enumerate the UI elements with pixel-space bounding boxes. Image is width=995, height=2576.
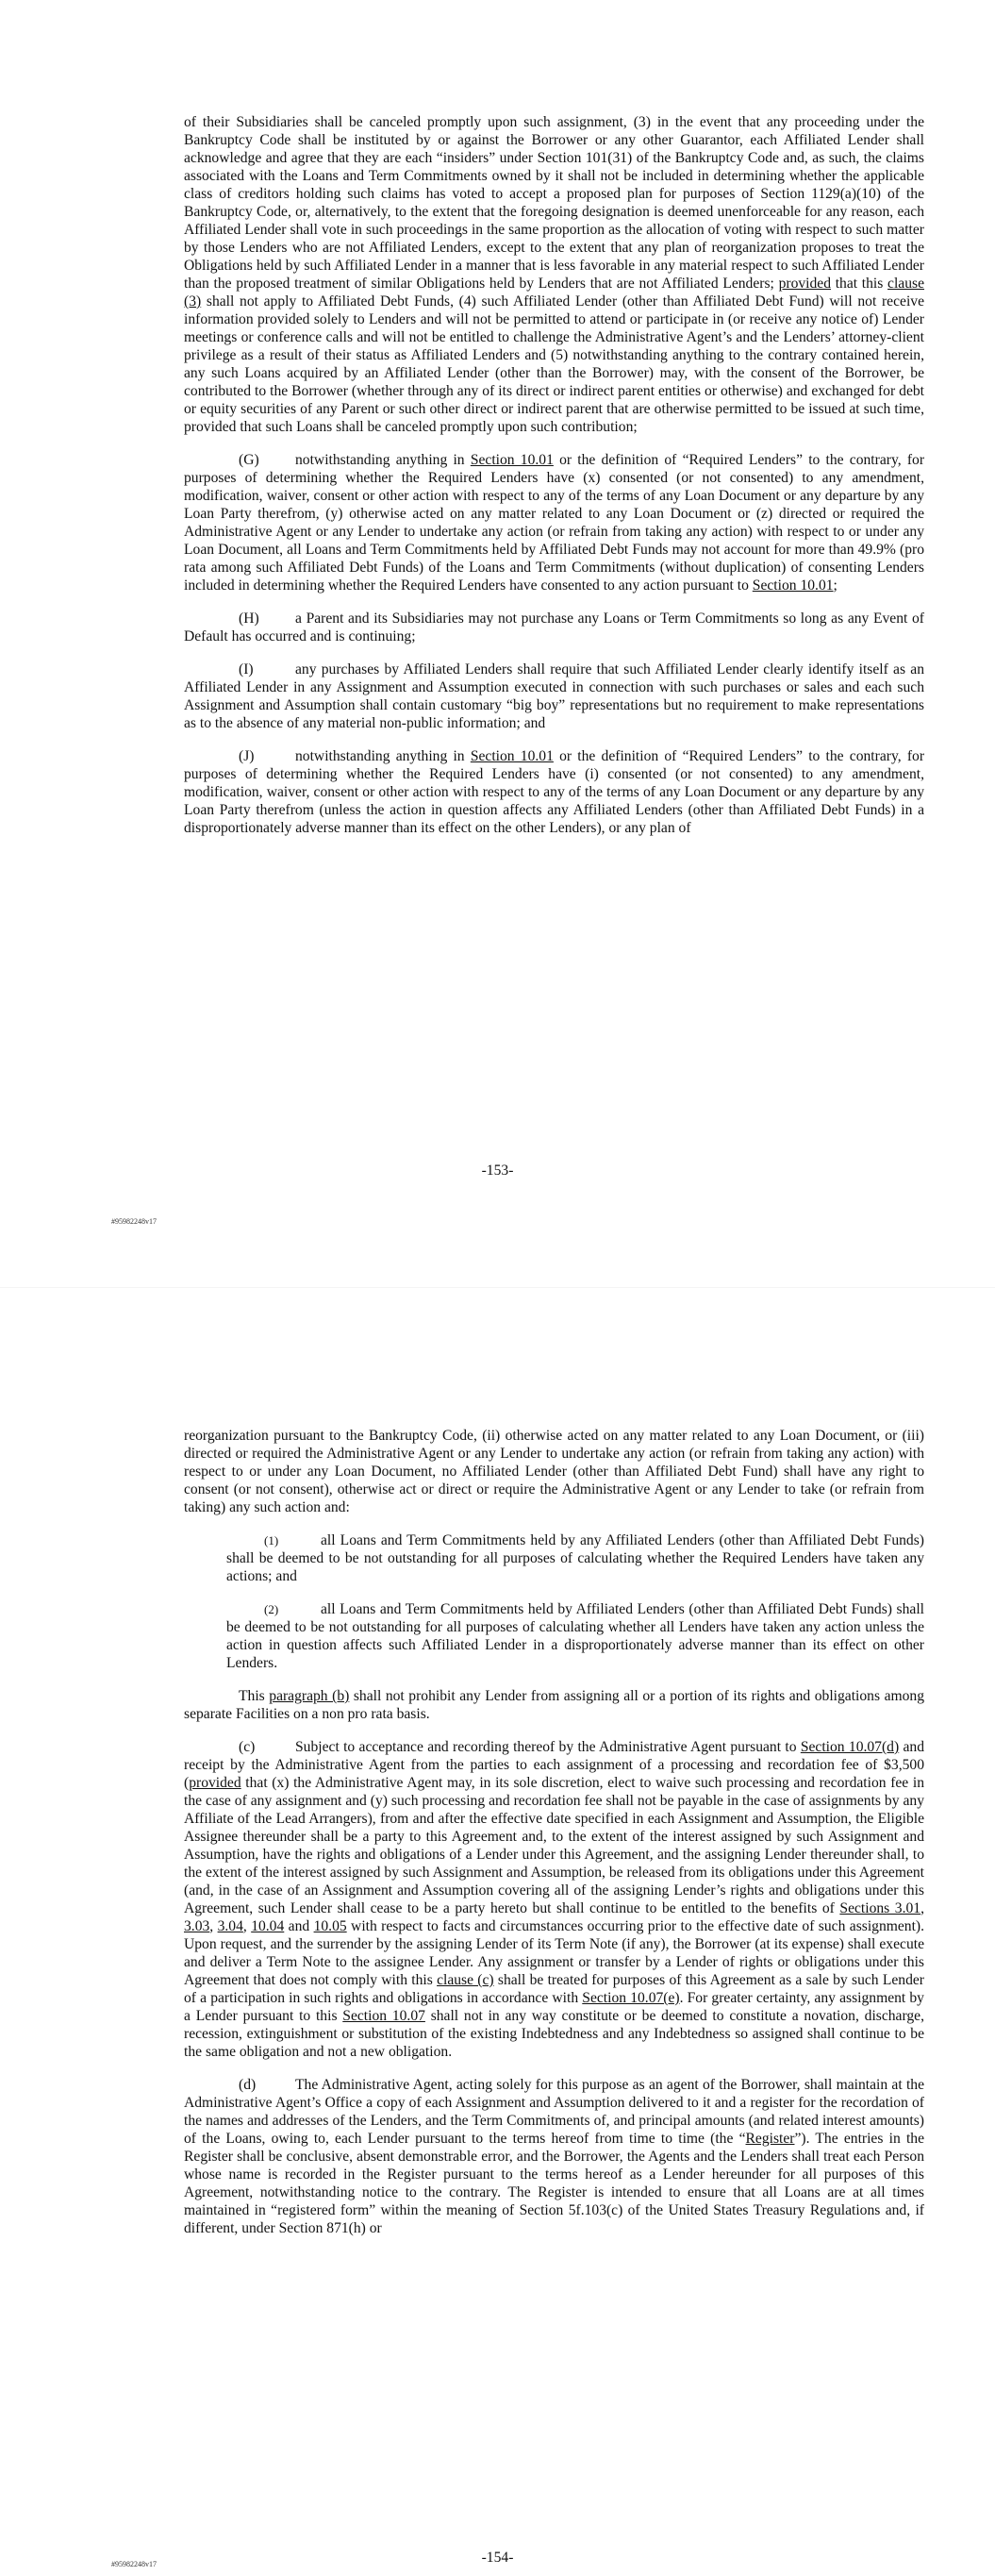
clause-h: (H) a Parent and its Subsidiaries may not purchase any Loans or Term Commitments so long as any Event of Default has occurred and is continuing; (184, 611, 924, 644)
page-number: -153- (481, 1163, 514, 1179)
paragraph-continuation: of their Subsidiaries shall be canceled promptly upon such assignment, (3) in the event that any proceeding under the Bankruptcy Code shall be instituted by or against the Borrower or any other Guarantor, each Affiliated Lender shall acknowledge and agree that they are each “insiders” under Section 101(31) of the Bankruptcy Code and, as such, the claims associated with the Loans and Term Commitments owned by it shall not be included in determining whether the applicable class of creditors holding such claims has voted to accept a proposed plan for purposes of Section 1129(a)(10) of the Bankruptcy Code, or, alternatively, to the extent that the foregoing designation is deemed unenforceable for any reason, each Affiliated Lender shall vote in such proceedings in the same proportion as the allocation of voting with respect to such matter by those Lenders who are not Affiliated Lenders, except to the extent that any plan of reorganization proposes to treat the Obligations held by such Affiliated Lender in a manner that is less favorable in any material respect to such Affiliated Lender than the proposed treatment of similar Obligations held by Lenders that are not Affiliated Lenders; provided that this clause (3) shall not apply to Affiliated Debt Funds, (4) such Affiliated Lender (other than Affiliated Debt Fund) will not receive information provided solely to Lenders and will not be permitted to attend or participate in (or receive any notice of) Lender meetings or conference calls and will not be entitled to challenge the Administrative Agent’s and the Lenders’ attorney-client privilege as a result of their status as Affiliated Lenders and (5) notwithstanding anything to the contrary contained herein, any such Loans acquired by an Affiliated Lender (other than the Borrower) may, with the consent of the Borrower, be contributed to the Borrower (whether through any of its direct or indirect parent entities or otherwise) and exchanged for debt or equity securities of any Parent or such other direct or indirect parent that are otherwise permitted to be issued at such time, provided that such Loans shall be canceled promptly upon such contribution; (184, 114, 925, 435)
clause-g: (G) notwithstanding anything in Section 10.01 or the definition of “Required Lenders” to the contrary, for purposes of determining whether the Required Lenders have (x) consented (or not consented) to any amendment, modification, waiver, consent or other action with respect to any of the terms of any Loan Document or any departure by any Loan Party therefrom, (y) otherwise acted on any matter related to any Loan Document or (z) directed or required the Administrative Agent or any Lender to undertake any action (or refrain from taking any action) with respect to or under any Loan Document, all Loans and Term Commitments held by Affiliated Debt Funds may not account for more than 49.9% (pro rata among such Affiliated Debt Funds) of the Loans and Term Commitments (without duplication) of consenting Lenders included in determining whether the Required Lenders have consented to any action pursuant to Section 10.01; (184, 452, 925, 594)
document-id: #95982248v17 (111, 1217, 157, 1226)
clause-d: (d) The Administrative Agent, acting solely for this purpose as an agent of the Borrower, shall maintain at the Administrative Agent’s Office a copy of each Assignment and Assumption delivered to it and a register for the recordation of the names and addresses of the Lenders, and the Term Commitments of, and principal amounts (and related interest amounts) of the Loans, owing to, each Lender pursuant to the terms hereof from time to time (the “Register”). The entries in the Register shall be conclusive, absent demonstrable error, and the Borrower, the Agents and the Lenders shall treat each Person whose name is recorded in the Register pursuant to the terms hereof as a Lender hereunder for all purposes of this Agreement, notwithstanding notice to the contrary. The Register is intended to ensure that all Loans are at all times maintained in “registered form” within the meaning of Section 5f.103(c) of the United States Treasury Regulations and, if different, under Section 871(h) or (184, 2077, 924, 2236)
sub-clause-1: (1) all Loans and Term Commitments held by any Affiliated Lenders (other than Affiliated Debt Funds) shall be deemed to be not outstanding for all purposes of calculating whether the Required Lenders have taken any actions; and (226, 1532, 924, 1584)
paragraph-b-note: This paragraph (b) shall not prohibit any Lender from assigning all or a portion of its rights and obligations among separate Facilities on a non pro rata basis. (184, 1688, 925, 1722)
clause-label: (c) (239, 1739, 256, 1755)
clause-label: (1) (264, 1533, 279, 1547)
document-id: #95982248v17 (111, 2560, 157, 2568)
section-reference: Section 10.01 (470, 452, 554, 468)
clause-label: (2) (264, 1602, 279, 1616)
clause-i: (I) any purchases by Affiliated Lenders shall require that such Affiliated Lender clearly identify itself as an Affiliated Lender in any Assignment and Assumption executed in connection with such purchases or sales and each such Assignment and Assumption shall contain customary “big boy” representations but no requirement to make representations as to the absence of any material non-public information; and (184, 661, 924, 731)
clause-j: (J) notwithstanding anything in Section 10.01 or the definition of “Required Lenders” to the contrary, for purposes of determining whether the Required Lenders have (i) consented (or not consented) to any amendment, modification, waiver, consent or other action with respect to any of the terms of any Loan Document or any departure by any Loan Party therefrom (unless the action in question affects any Affiliated Lenders (other than Affiliated Debt Funds) in a disproportionately adverse manner than its effect on the other Lenders), or any plan of (184, 748, 925, 836)
paragraph-reference: paragraph (b) (269, 1688, 350, 1704)
section-reference: Section 10.01 (752, 577, 834, 594)
clause-label: (d) (239, 2077, 257, 2093)
page-body (184, 113, 924, 852)
clause-c: (c) Subject to acceptance and recording thereof by the Administrative Agent pursuant to Section 10.07(d) and receipt by the Administrative Agent from the parties to each assignment of a processing and recordation fee of $3,500 (provided that (x) the Administrative Agent may, in its sole discretion, elect to waive such processing and recordation fee in the case of any assignment and (y) such processing and recordation fee shall not be payable in the case of assignments by any Affiliate of the Lead Arrangers), from and after the effective date specified in each Assignment and Assumption, the Eligible Assignee thereunder shall be a party to this Agreement and, to the extent of the interest assigned by such Assignment and Assumption, have the rights and obligations of a Lender under this Agreement, and the assigning Lender thereunder shall, to the extent of the interest assigned by such Assignment and Assumption, be released from its obligations under this Agreement (and, in the case of an Assignment and Assumption covering all of the assigning Lender’s rights and obligations under this Agreement, such Lender shall cease to be a party hereto but shall continue to be entitled to the benefits of Sections 3.01, 3.03, 3.04, 10.04 and 10.05 with respect to facts and circumstances occurring prior to the effective date of such assignment). Upon request, and the surrender by the assigning Lender of its Term Note (if any), the Borrower (at its expense) shall execute and deliver a Term Note to the assignee Lender. Any assignment or transfer by a Lender of rights or obligations under this Agreement that does not comply with this clause (c) shall be treated for purposes of this Agreement as a sale by such Lender of a participation in such rights and obligations in accordance with Section 10.07(e). For greater certainty, any assignment by a Lender pursuant to this Section 10.07 shall not in any way constitute or be deemed to constitute a novation, discharge, recession, extinguishment or substitution of the existing Indebtedness and any Indebtedness so assigned shall continue to be the same obligation and not a new obligation. (184, 1739, 925, 2060)
section-reference: Section 10.01 (470, 748, 554, 764)
clause-label: (H) (239, 611, 259, 627)
page-number: -154- (481, 2550, 514, 2566)
sub-clauses (184, 1531, 924, 1672)
sub-clause-2: (2) all Loans and Term Commitments held by Affiliated Lenders (other than Affiliated Debt Funds) shall be deemed to be not outstanding for all purposes of calculating whether all Lenders have taken any action unless the action in question affects such Affiliated Lender in a disproportionately adverse manner than its effect on other Lenders. (226, 1601, 924, 1671)
clause-label: (I) (239, 661, 254, 677)
clause-label: (J) (239, 748, 255, 764)
defined-term: Register (745, 2131, 795, 2147)
clause-label: (G) (239, 452, 259, 468)
paragraph-continuation: reorganization pursuant to the Bankruptcy Code, (ii) otherwise acted on any matter related to any Loan Document, or (iii) directed or required the Administrative Agent or any Lender to undertake any action (or refrain from taking any action) with respect to or under any Loan Document, no Affiliated Lender (other than Affiliated Debt Fund) shall have any right to consent (or not consent), otherwise act or direct or require the Administrative Agent or any Lender to take (or refrain from taking) any such action and: (184, 1428, 924, 1515)
page-154 (0, 1288, 995, 2576)
page-body (184, 1427, 924, 2252)
